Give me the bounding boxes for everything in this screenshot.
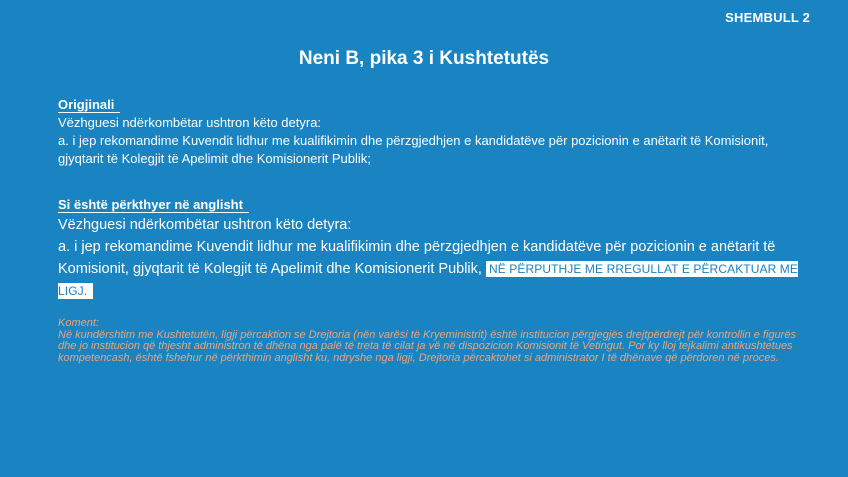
translated-intro: Vëzhguesi ndërkombëtar ushtron këto detyra: xyxy=(58,217,352,233)
page-title: Neni B, pika 3 i Kushtetutës xyxy=(298,48,550,69)
original-intro: Vëzhguesi ndërkombëtar ushtron këto detyra: xyxy=(58,115,322,130)
translated-point-a-text: a. i jep rekomandime Kuvendit lidhur me kualifikimin dhe përzgjedhjen e kandidatëve për pozicionin e anëtarit të Komisionit, gjyqtarit të Kolegjit të Apelimit dhe Komisionerit Publik, xyxy=(58,239,776,277)
original-section xyxy=(58,96,798,168)
translated-heading: Si është përkthyer në anglisht xyxy=(58,197,249,213)
comment-text: Në kundërshtim me Kushtetutën, ligji përcaktion se Drejtoria (nën varësi të Kryeministrit) është institucion përgjegjës drejtpërdrejt për kontrollin e figurës dhe jo institucion që thjesht administron të dhëna nga palë të treta të cilat ja vë në dispozicion Komisionit të Vetingut. Por ky lloj tejkalimi antikushtetues kompetencash, është fshehur në përkthimin anglisht ku, ndryshe nga ligji, Drejtoria përcaktohet si administrator I të dhënave që përdoren në proces. xyxy=(58,328,796,364)
translated-section xyxy=(58,196,798,302)
comment-label: Koment: xyxy=(58,317,99,329)
comment-block xyxy=(58,318,798,364)
highlighted-addition: NË PËRPUTHJE ME RREGULLAT E PËRCAKTUAR ME LIGJ. xyxy=(58,262,798,298)
original-heading: Origjinali xyxy=(58,97,120,113)
translated-point-a xyxy=(58,236,798,302)
example-label: SHEMBULL 2 xyxy=(725,10,810,25)
original-point-a: a. i jep rekomandime Kuvendit lidhur me kualifikimin dhe përzgjedhjen e kandidatëve për pozicionin e anëtarit të Komisionit, gjyqtarit të Kolegjit të Apelimit dhe Komisionerit Publik; xyxy=(58,133,769,166)
